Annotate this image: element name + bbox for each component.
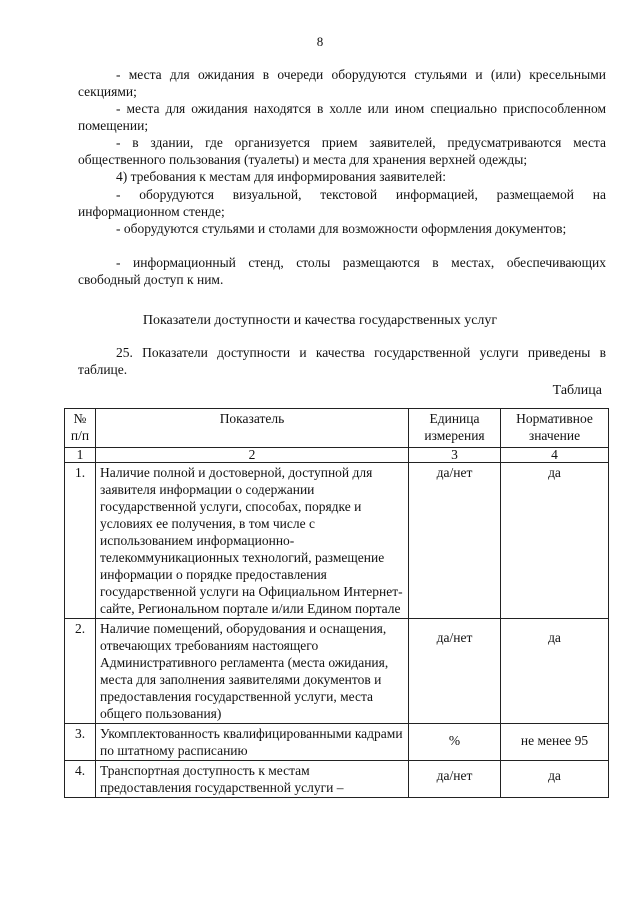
- table-row: [65, 463, 609, 619]
- row-indicator: Укомплектованность квалифицированными кадрами по штатному расписанию: [96, 724, 409, 761]
- row-indicator: Наличие полной и достоверной, доступной для заявителя информации о содержании государственной услуги, способах, порядке и условиях ее получения, в том числе с использованием информационно-телекоммуникационных технологий, размещение информации о порядке предоставления государственной услуги на Официальном Интернет-сайте, Региональном портале и/или Едином портале: [96, 463, 409, 619]
- row-indicator: Наличие помещений, оборудования и оснащения, отвечающих требованиям настоящего Административного регламента (места ожидания, места для заполнения заявителями документов и предоставления государственной услуги, места общего пользования): [96, 619, 409, 724]
- row-value: не менее 95: [501, 724, 609, 761]
- paragraph-chairs-tables: - оборудуются стульями и столами для возможности оформления документов;: [116, 221, 567, 236]
- row-number: 2.: [65, 619, 96, 724]
- header-unit: Единица измерения: [409, 409, 501, 448]
- column-number: 2: [96, 448, 409, 463]
- row-value: да: [501, 761, 609, 798]
- row-value: да: [501, 619, 609, 724]
- table-header-row: [65, 409, 609, 448]
- table-row: [65, 724, 609, 761]
- table-row: [65, 761, 609, 798]
- column-number: 1: [65, 448, 96, 463]
- column-number: 3: [409, 448, 501, 463]
- row-number: 3.: [65, 724, 96, 761]
- row-value: да: [501, 463, 609, 619]
- row-indicator: Транспортная доступность к местам предоставления государственной услуги –: [96, 761, 409, 798]
- paragraph-waiting-hall: - места для ожидания находятся в холле или ином специально приспособленном помещении;: [78, 101, 606, 133]
- header-value: Нормативное значение: [501, 409, 609, 448]
- column-numbers-row: [65, 448, 609, 463]
- row-unit: %: [409, 724, 501, 761]
- paragraph-info-requirements: 4) требования к местам для информирования заявителей:: [116, 169, 446, 184]
- table-caption: Таблица: [552, 383, 602, 398]
- table-row: [65, 619, 609, 724]
- row-unit: да/нет: [409, 619, 501, 724]
- row-number: 4.: [65, 761, 96, 798]
- section-title: Показатели доступности и качества государственных услуг: [142, 313, 498, 328]
- paragraph-item-25: 25. Показатели доступности и качества государственной услуги приведены в таблице.: [78, 345, 606, 377]
- paragraph-info-stand: - оборудуются визуальной, текстовой информацией, размещаемой на информационном стенде;: [78, 187, 606, 219]
- column-number: 4: [501, 448, 609, 463]
- header-indicator: Показатель: [96, 409, 409, 448]
- row-number: 1.: [65, 463, 96, 619]
- paragraph-waiting-chairs: - места для ожидания в очереди оборудуются стульями и (или) кресельными секциями;: [78, 67, 606, 99]
- paragraph-public-places: - в здании, где организуется прием заявителей, предусматриваются места общественного пользования (туалеты) и места для хранения верхней одежды;: [78, 135, 606, 167]
- paragraph-free-access: - информационный стенд, столы размещаются в местах, обеспечивающих свободный доступ к ним.: [78, 255, 606, 287]
- page-number: 8: [316, 34, 324, 49]
- header-number: № п/п: [65, 409, 96, 448]
- indicators-table: [64, 408, 609, 798]
- row-unit: да/нет: [409, 463, 501, 619]
- row-unit: да/нет: [409, 761, 501, 798]
